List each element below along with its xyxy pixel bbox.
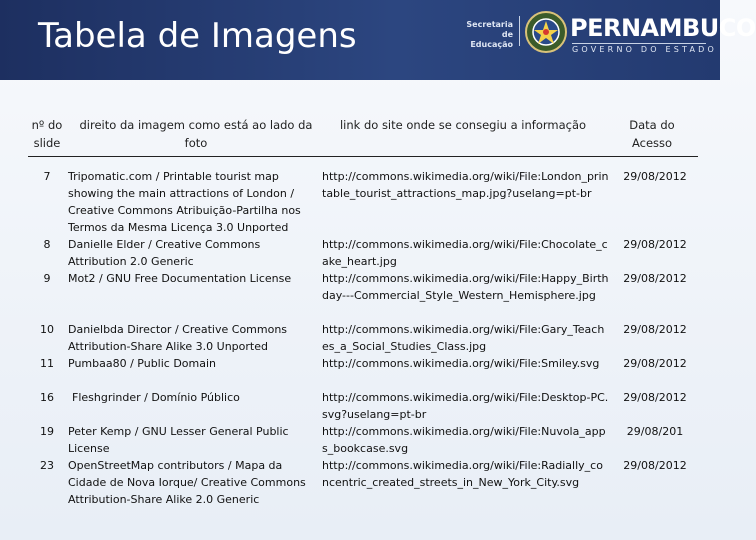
slide-number: 7 xyxy=(43,170,51,183)
secretaria-label xyxy=(455,20,513,50)
source-link[interactable]: http://commons.wikimedia.org/wiki/File:Chocolate_cake_heart.jpg xyxy=(322,238,608,268)
brand-name: PERNAMBUCO xyxy=(570,14,756,42)
image-credit: Peter Kemp / GNU Lesser General Public License xyxy=(68,425,289,455)
access-date: 29/08/2012 xyxy=(623,459,687,472)
slide-number: 19 xyxy=(40,425,54,438)
header-image-credit: direito da imagem como está ao lado da foto xyxy=(79,118,313,150)
image-credit: Mot2 / GNU Free Documentation License xyxy=(68,272,292,285)
image-credit: Danielle Elder / Creative Commons Attribution 2.0 Generic xyxy=(68,238,261,268)
table-header xyxy=(28,116,698,157)
access-date: 29/08/2012 xyxy=(623,272,687,285)
secretaria-line-1: Secretaria de xyxy=(466,20,513,39)
image-credit: OpenStreetMap contributors / Mapa da Cidade de Nova Iorque/ Creative Commons Attribution-Share Alike 2.0 Generic xyxy=(68,459,306,506)
source-link[interactable]: http://commons.wikimedia.org/wiki/File:Nuvola_apps_bookcase.svg xyxy=(322,425,606,455)
slide-number: 11 xyxy=(40,357,54,370)
slide-number: 9 xyxy=(43,272,51,285)
slide-number: 23 xyxy=(40,459,54,472)
source-link[interactable]: http://commons.wikimedia.org/wiki/File:London_printable_tourist_attractions_map.jpg?uselang=pt-br xyxy=(322,170,609,200)
image-credit: Fleshgrinder / Domínio Público xyxy=(72,391,240,404)
header-access-date: Data do Acesso xyxy=(629,118,675,150)
images-table xyxy=(28,116,698,506)
image-credit: Pumbaa80 / Public Domain xyxy=(68,357,217,370)
image-credit: Tripomatic.com / Printable tourist map showing the main attractions of London / Creative Commons Atribuição-Partilha nos Termos da Mesma Licença 3.0 Unported xyxy=(68,170,301,234)
logo-divider xyxy=(519,16,520,46)
header-source-link: link do site onde se consegiu a informação xyxy=(339,118,587,132)
access-date: 29/08/2012 xyxy=(623,170,687,183)
source-link[interactable]: http://commons.wikimedia.org/wiki/File:Radially_concentric_created_streets_in_New_York_City.svg xyxy=(322,459,603,489)
source-link[interactable]: http://commons.wikimedia.org/wiki/File:Gary_Teaches_a_Social_Studies_Class.jpg xyxy=(322,323,605,353)
slide-number: 10 xyxy=(40,323,54,336)
slide-title: Tabela de Imagens xyxy=(38,16,357,56)
access-date: 29/08/2012 xyxy=(623,238,687,251)
image-credit: Danielbda Director / Creative Commons Attribution-Share Alike 3.0 Unported xyxy=(68,323,288,353)
header-slide-number: nº do slide xyxy=(31,118,63,150)
access-date: 29/08/2012 xyxy=(623,391,687,404)
brand-subtitle: GOVERNO DO ESTADO xyxy=(572,45,717,54)
slide-number: 8 xyxy=(43,238,51,251)
source-link[interactable]: http://commons.wikimedia.org/wiki/File:Desktop-PC.svg?uselang=pt-br xyxy=(322,391,609,421)
access-date: 29/08/2012 xyxy=(623,357,687,370)
state-seal-icon xyxy=(524,10,568,54)
access-date: 29/08/201 xyxy=(626,425,684,438)
source-link[interactable]: http://commons.wikimedia.org/wiki/File:Happy_Birthday---Commercial_Style_Western_Hemisphere.jpg xyxy=(322,272,609,302)
slide-header xyxy=(0,0,756,80)
secretaria-line-2: Educação xyxy=(470,40,513,49)
slide-number: 16 xyxy=(40,391,54,404)
source-link[interactable]: http://commons.wikimedia.org/wiki/File:Smiley.svg xyxy=(322,357,600,370)
access-date: 29/08/2012 xyxy=(623,323,687,336)
